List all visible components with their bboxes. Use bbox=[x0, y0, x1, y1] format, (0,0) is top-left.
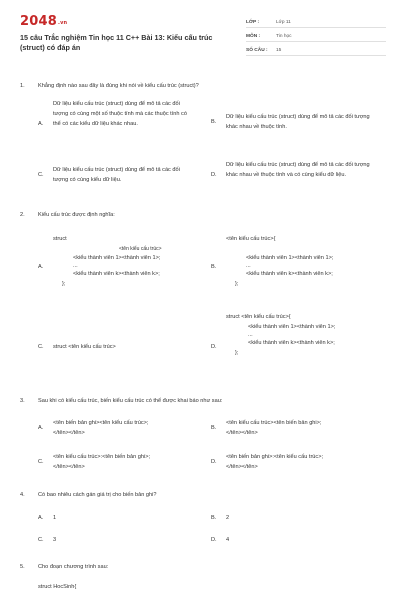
meta-key: SỐ CÂU : bbox=[246, 48, 268, 53]
q1-option-d[interactable] bbox=[211, 160, 381, 192]
option-text: Dữ liệu kiểu cấu trúc (struct) dùng để mô tả các đối tượng có cùng một số thuộc tính mà các thuộc tính có thể có các kiểu dữ liệu khác nhau. bbox=[53, 101, 187, 127]
question-number: 2. bbox=[20, 212, 25, 218]
option-letter: B. bbox=[211, 264, 217, 270]
q4-option-c[interactable] bbox=[38, 535, 98, 545]
code-line: <kiểu thành viên 1><thành viên 1>; bbox=[248, 324, 336, 330]
code-line: ... bbox=[73, 263, 78, 269]
option-letter: B. bbox=[211, 515, 217, 521]
q4-option-d[interactable] bbox=[211, 535, 271, 545]
option-code bbox=[53, 452, 193, 472]
q2-option-b[interactable] bbox=[211, 234, 381, 304]
code-line: <kiểu thành viên k><thành viên k>; bbox=[246, 271, 333, 277]
code-line: <tên biến bản ghi><tên kiểu cấu trúc>; bbox=[53, 420, 149, 426]
code-line bbox=[226, 244, 386, 253]
option-code bbox=[226, 234, 386, 289]
option-text: Dữ liệu kiểu cấu trúc (struct) dùng để mô tả các đối tượng khác nhau về thuộc tính. bbox=[226, 114, 370, 130]
option-letter: C. bbox=[38, 172, 44, 178]
option-letter: C. bbox=[38, 537, 44, 543]
code-line: <tên kiểu cấu trúc><tên biến bản ghi>; bbox=[226, 420, 322, 426]
question-text: Có bao nhiêu cách gán giá trị cho biến bản ghi? bbox=[38, 492, 157, 498]
code-line: </tên></tên> bbox=[53, 464, 85, 470]
code-line: struct bbox=[53, 236, 67, 242]
logo-suffix: .vn bbox=[57, 20, 68, 26]
q1-option-b[interactable] bbox=[211, 112, 381, 134]
option-text: 4 bbox=[226, 537, 230, 543]
meta-value: Tin học bbox=[276, 34, 292, 39]
code-line: ... bbox=[246, 263, 251, 269]
document-title: 15 câu Trắc nghiệm Tin học 11 C++ Bài 13: Kiểu cấu trúc (struct) có đáp án bbox=[20, 33, 213, 52]
code-line: <tên kiểu cấu trúc>{ bbox=[226, 236, 276, 242]
question-number: 4. bbox=[20, 492, 25, 498]
document-meta bbox=[246, 14, 386, 56]
code-line: }; bbox=[235, 281, 239, 287]
question-text: Sau khi có kiểu cấu trúc, biến kiểu cấu trúc có thể được khai báo như sau: bbox=[38, 398, 223, 404]
option-text: Dữ liệu kiểu cấu trúc (struct) dùng để mô tả các đối tượng khác nhau về thuộc tính và có cùng kiểu dữ liệu. bbox=[226, 162, 370, 178]
option-code bbox=[53, 234, 193, 289]
code-line: ... bbox=[248, 332, 253, 338]
meta-value: 15 bbox=[276, 48, 282, 53]
meta-key: LỚP : bbox=[246, 20, 260, 25]
q3-option-c[interactable] bbox=[38, 452, 203, 474]
option-code bbox=[226, 418, 386, 438]
q1-option-a[interactable] bbox=[38, 99, 198, 149]
option-letter: B. bbox=[211, 425, 217, 431]
option-letter: A. bbox=[38, 425, 44, 431]
option-text: 1 bbox=[53, 515, 57, 521]
option-letter: D. bbox=[211, 459, 217, 465]
code-line: struct HocSinh{ bbox=[38, 584, 77, 590]
site-logo[interactable] bbox=[20, 14, 67, 29]
q3-option-d[interactable] bbox=[211, 452, 381, 474]
option-letter: A. bbox=[38, 121, 44, 127]
code-line: </tên></tên> bbox=[226, 430, 258, 436]
q4-option-a[interactable] bbox=[38, 513, 98, 523]
question-text: Kiểu cấu trúc được định nghĩa: bbox=[38, 212, 115, 218]
code-line: <tên biến bản ghi>:<tên kiểu cấu trúc>; bbox=[226, 454, 324, 460]
option-letter: A. bbox=[38, 264, 44, 270]
q5-code bbox=[38, 582, 238, 592]
question-number: 3. bbox=[20, 398, 25, 404]
option-code bbox=[226, 452, 386, 472]
meta-row-count bbox=[246, 42, 386, 56]
q2-option-c[interactable] bbox=[38, 342, 203, 354]
option-text: 3 bbox=[53, 537, 57, 543]
code-line: struct <tên kiểu cấu trúc> bbox=[53, 344, 116, 350]
option-text: Dữ liệu kiểu cấu trúc (struct) dùng để mô tả các đối tượng có cùng kiểu dữ liệu. bbox=[53, 167, 180, 183]
code-line: <kiểu thành viên k><thành viên k>; bbox=[73, 271, 160, 277]
meta-row-class bbox=[246, 14, 386, 28]
option-letter: C. bbox=[38, 459, 44, 465]
q3-option-b[interactable] bbox=[211, 418, 381, 440]
code-line: <kiểu thành viên 1><thành viên 1>; bbox=[73, 255, 161, 261]
meta-value: Lớp 11 bbox=[276, 20, 291, 25]
code-line: </tên></tên> bbox=[226, 464, 258, 470]
code-line: <tên kiểu cấu trúc> bbox=[119, 246, 162, 252]
option-code bbox=[226, 312, 386, 358]
logo-main: 2048 bbox=[20, 14, 57, 29]
code-line: }; bbox=[62, 281, 66, 287]
q2-option-d[interactable] bbox=[211, 312, 381, 382]
question-text: Khẳng định nào sau đây là đúng khi nói về kiểu cấu trúc (struct)? bbox=[38, 83, 199, 89]
q1-option-c[interactable] bbox=[38, 165, 198, 187]
option-letter: A. bbox=[38, 515, 44, 521]
option-letter: C. bbox=[38, 344, 44, 350]
code-line: }; bbox=[235, 350, 239, 356]
code-line: <kiểu thành viên k><thành viên k>; bbox=[248, 340, 335, 346]
question-number: 5. bbox=[20, 564, 25, 570]
option-code bbox=[53, 342, 193, 352]
meta-key: MÔN : bbox=[246, 34, 261, 39]
page-header bbox=[20, 14, 385, 60]
q4-option-b[interactable] bbox=[211, 513, 271, 523]
question-number: 1. bbox=[20, 83, 25, 89]
option-letter: B. bbox=[211, 119, 217, 125]
option-letter: D. bbox=[211, 344, 217, 350]
meta-row-subject bbox=[246, 28, 386, 42]
code-line: <tên kiểu cấu trúc>:<tên biến bản ghi>; bbox=[53, 454, 151, 460]
q3-option-a[interactable] bbox=[38, 418, 203, 440]
option-code bbox=[53, 418, 193, 438]
option-letter: D. bbox=[211, 537, 217, 543]
option-text: 2 bbox=[226, 515, 230, 521]
code-line: <kiểu thành viên 1><thành viên 1>; bbox=[246, 255, 334, 261]
question-text: Cho đoạn chương trình sau: bbox=[38, 564, 109, 570]
code-line: struct <tên kiểu cấu trúc>{ bbox=[226, 314, 291, 320]
code-line: </tên></tên> bbox=[53, 430, 85, 436]
q2-option-a[interactable] bbox=[38, 234, 203, 304]
option-letter: D. bbox=[211, 172, 217, 178]
